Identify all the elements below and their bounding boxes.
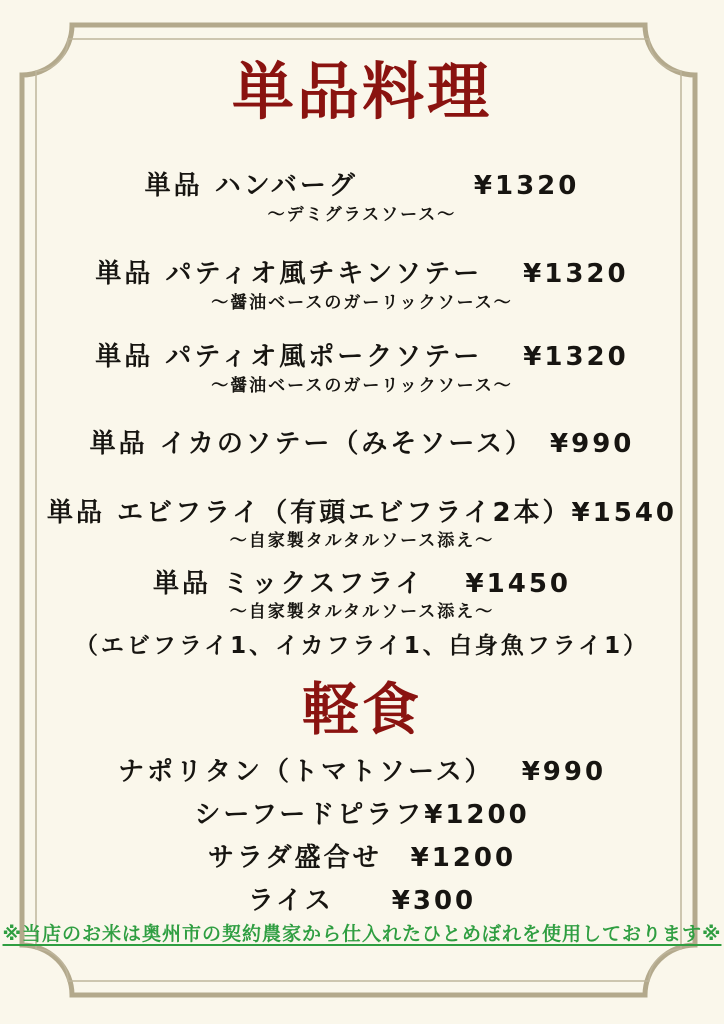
section-title-single-dishes: 単品料理 [231, 55, 492, 128]
menu-item-hamburg: 単品 ハンバーグ ¥1320 [144, 171, 580, 201]
section-title-light-meals: 軽食 [302, 676, 422, 743]
menu-item-chicken-saute: 単品 パティオ風チキンソテー ¥1320 [95, 259, 629, 289]
menu-item-salad-plate: サラダ盛合せ ¥1200 [207, 843, 517, 873]
footer-rice-note: ※当店のお米は奥州市の契約農家から仕入れたひとめぼれを使用しております※ [2, 923, 722, 945]
menu-item-seafood-pilaf: シーフードピラフ¥1200 [194, 800, 530, 830]
menu-item-mixed-fry-contents: （エビフライ1、イカフライ1、白身魚フライ1） [74, 633, 650, 659]
menu-item-chicken-saute-sauce: ～醤油ベースのガーリックソース～ [211, 293, 513, 313]
menu-item-mixed-fry: 単品 ミックスフライ ¥1450 [153, 569, 571, 599]
menu-item-rice: ライス ¥300 [247, 886, 477, 916]
menu-item-mixed-fry-sauce: ～自家製タルタルソース添え～ [229, 602, 495, 622]
menu-item-napolitan: ナポリタン（トマトソース） ¥990 [117, 757, 607, 787]
menu-item-hamburg-sauce: ～デミグラスソース～ [267, 205, 457, 225]
menu-item-pork-saute-sauce: ～醤油ベースのガーリックソース～ [211, 376, 513, 396]
menu-item-fried-shrimp-sauce: ～自家製タルタルソース添え～ [229, 531, 495, 551]
menu-item-pork-saute: 単品 パティオ風ポークソテー ¥1320 [95, 342, 629, 372]
menu-item-squid-saute: 単品 イカのソテー（みそソース） ¥990 [89, 429, 635, 459]
menu-item-fried-shrimp: 単品 エビフライ（有頭エビフライ2本）¥1540 [46, 498, 678, 528]
